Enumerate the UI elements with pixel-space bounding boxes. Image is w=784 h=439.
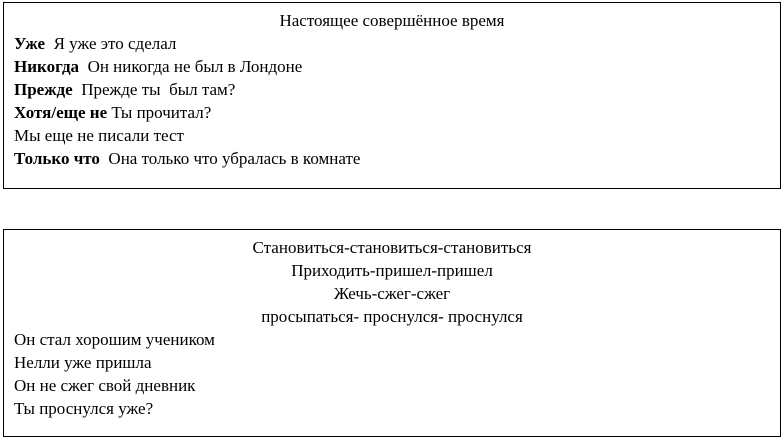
- adverb-row: [14, 147, 770, 170]
- verb-forms-box: [3, 229, 781, 437]
- adverb-row: [14, 78, 770, 101]
- adverb-term: Только что: [14, 149, 100, 168]
- adverb-example: Ты прочитал?: [111, 103, 212, 122]
- adverb-row: [14, 101, 770, 124]
- example-sentence: Он не сжег свой дневник: [14, 376, 196, 395]
- example-sentence: Он стал хорошим учеником: [14, 330, 215, 349]
- adverb-example: Она только что убралась в комнате: [108, 149, 361, 168]
- adverb-term: Хотя/еще не: [14, 103, 108, 122]
- verb-forms-line: Жечь-сжег-сжег: [333, 284, 451, 303]
- adverb-example: Мы еще не писали тест: [14, 126, 184, 145]
- adverb-term: Уже: [14, 34, 46, 53]
- adverb-row: [14, 55, 770, 78]
- present-perfect-box: [3, 2, 781, 189]
- term-separator: [79, 57, 88, 76]
- term-separator: [73, 80, 82, 99]
- adverb-example: Я уже это сделал: [53, 34, 177, 53]
- adverb-term: Никогда: [14, 57, 80, 76]
- box-title: Настоящее совершённое время: [279, 11, 505, 30]
- verb-forms-line: Приходить-пришел-пришел: [291, 261, 493, 280]
- adverb-row: [14, 32, 770, 55]
- adverb-example: Он никогда не был в Лондоне: [87, 57, 303, 76]
- adverb-term: Прежде: [14, 80, 73, 99]
- adverb-example: Прежде ты был там?: [81, 80, 236, 99]
- example-sentence: Нелли уже пришла: [14, 353, 152, 372]
- adverb-row: [14, 124, 770, 147]
- example-sentence: Ты проснулся уже?: [14, 399, 154, 418]
- term-separator: [45, 34, 54, 53]
- verb-forms-line: Становиться-становиться-становиться: [252, 238, 532, 257]
- verb-forms-line: просыпаться- проснулся- проснулся: [261, 307, 523, 326]
